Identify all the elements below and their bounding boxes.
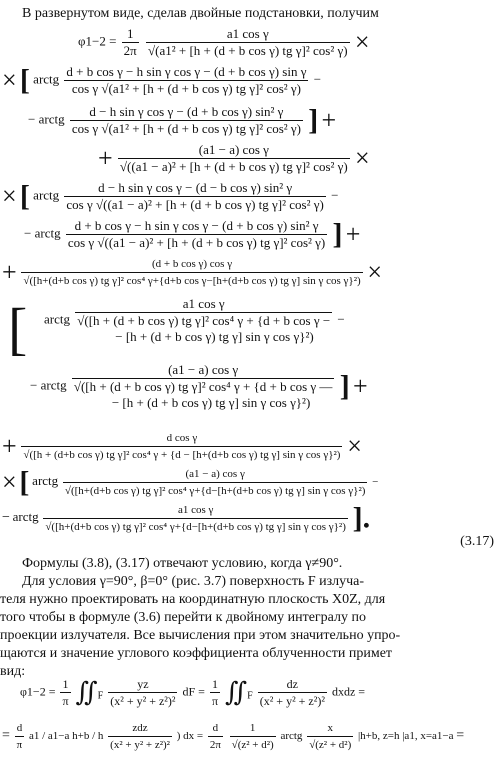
- denominator: π: [16, 739, 23, 751]
- integral-limits-inner: h+b / h: [72, 730, 104, 743]
- evaluation-bar-z: |h+b, z=h: [357, 730, 400, 743]
- plus-sign: +: [2, 257, 17, 287]
- minus-sign: −: [28, 111, 36, 127]
- fraction: [70, 104, 303, 137]
- denominator: (x² + y² + z²)²: [259, 694, 325, 708]
- numerator: d − h sin γ cos γ − (d − b cos γ) sin² γ: [64, 180, 325, 197]
- fraction: [108, 676, 177, 709]
- fraction: [21, 430, 342, 463]
- numerator: dz: [258, 676, 327, 693]
- arctg-label: arctg: [44, 311, 70, 327]
- denominator: (x² + y² + z²)²: [110, 739, 170, 751]
- fraction: [60, 676, 70, 709]
- fraction: [122, 26, 139, 59]
- numerator: d: [208, 720, 223, 737]
- integral-limits-outer: a1 / a1−a: [28, 730, 70, 743]
- numerator: d: [15, 720, 25, 737]
- times-sign: ×: [2, 467, 17, 497]
- dxdz-term: dxdz =: [331, 684, 366, 699]
- times-sign: ×: [354, 27, 370, 57]
- denominator: √(z² + d²): [309, 739, 352, 751]
- minus-sign: −: [30, 377, 38, 393]
- integral-domain: F: [97, 690, 104, 702]
- fraction: [230, 720, 276, 753]
- numerator: 1: [60, 676, 70, 693]
- numerator: (a1 − a) cos γ: [63, 466, 368, 483]
- fraction: [307, 720, 353, 753]
- fraction: [208, 720, 223, 753]
- fraction: [118, 142, 350, 175]
- fraction: [63, 466, 368, 499]
- bracket-open: [: [19, 465, 30, 499]
- fraction: [258, 676, 327, 709]
- times-sign: ×: [347, 431, 362, 461]
- numerator: zdz: [108, 720, 172, 737]
- denominator: √((a1 − a)² + [h + (d + b cos γ) tg γ]² cos² γ): [119, 159, 348, 174]
- denominator: cos γ √(a1² + [h + (d + b cos γ) tg γ]² cos² γ): [71, 121, 301, 136]
- arctg-label: arctg: [33, 71, 60, 87]
- fraction: [108, 720, 172, 753]
- arctg-label: arctg: [34, 225, 61, 241]
- numerator: d − h sin γ cos γ − (d + b cos γ) sin² γ: [70, 104, 303, 121]
- bracket-close: ]: [332, 217, 343, 251]
- fraction: [72, 362, 335, 411]
- minus-sign: −: [24, 225, 32, 241]
- numerator: (d + b cos γ) cos γ: [21, 256, 362, 273]
- numerator: (a1 − a) cos γ: [118, 142, 350, 159]
- plus-sign: +: [352, 371, 368, 401]
- fraction: [210, 676, 220, 709]
- eq-line-4: [98, 142, 500, 175]
- denominator-line-2: − [h + (d + b cos γ) tg γ] sin γ cos γ}²): [111, 395, 311, 410]
- fraction: [21, 256, 362, 289]
- numerator: d + b cos γ − h sin γ cos γ − (d + b cos γ) sin γ: [66, 64, 307, 79]
- denominator: √(z² + d²): [231, 739, 274, 751]
- fraction: [64, 64, 308, 97]
- equals: =: [456, 728, 465, 744]
- bracket-close-final: ].: [352, 501, 371, 535]
- minus-sign: −: [372, 476, 379, 489]
- bracket-close: ]: [339, 369, 350, 403]
- denominator: √([h+(d+b cos γ) tg γ]² cos⁴ γ+{d+b cos γ−[h+(d+b cos γ) tg γ] sin γ cos γ}²): [23, 275, 361, 287]
- denominator: cos γ √((a1 − a)² + [h + (d + b cos γ) tg γ]² cos² γ): [67, 235, 326, 250]
- eq-line-5: [2, 180, 500, 213]
- eq-line-12: [2, 502, 500, 535]
- numerator: x: [307, 720, 353, 737]
- numerator: (a1 − a) cos γ: [72, 362, 335, 379]
- fraction: [66, 218, 327, 251]
- paragraph-line: вид:: [0, 664, 26, 679]
- numerator: 1: [210, 676, 220, 693]
- numerator: a1 cos γ: [146, 26, 350, 43]
- denominator: π: [211, 694, 218, 708]
- numerator: yz: [108, 676, 177, 693]
- times-sign: ×: [355, 143, 370, 173]
- eq2-lhs: φ1−2 =: [20, 684, 56, 699]
- double-integral: ∬: [225, 677, 248, 707]
- arctg-label: arctg: [32, 473, 59, 489]
- minus-sign: −: [313, 71, 322, 87]
- denominator: (x² + y² + z²)²: [110, 694, 176, 708]
- plus-sign: +: [2, 431, 17, 461]
- minus-sign: −: [337, 311, 345, 327]
- eq-line-3: [28, 104, 500, 137]
- denominator-line-2: − [h + (d + b cos γ) tg γ] sin γ cos γ}²): [115, 329, 314, 344]
- paragraph-line: щаются и значение углового коэффициента облученности примет: [0, 646, 393, 661]
- fraction: [43, 502, 348, 535]
- arctg-label: arctg: [280, 730, 303, 743]
- times-sign: ×: [2, 181, 17, 211]
- paragraph-line: теля нужно проектировать на координатную плоскость X0Z, для: [0, 592, 386, 607]
- denominator-line-1: √([h + (d + b cos γ) tg γ]² cos⁴ γ + {d + b cos γ —: [73, 379, 333, 394]
- paragraph-line: того чтобы в формуле (3.6) перейти к двойному интегралу по: [0, 610, 366, 625]
- numerator: 1: [122, 26, 139, 43]
- dx-term: ) dx =: [176, 730, 204, 743]
- paragraph-line: Для условия γ=90°, β=0° (рис. 3.7) поверхность F излуча-: [22, 574, 365, 589]
- equals: =: [2, 728, 10, 744]
- fraction: [64, 180, 325, 213]
- denominator: cos γ √((a1 − a)² + [h + (d + b cos γ) tg γ]² cos² γ): [66, 197, 324, 212]
- intro-line: В развернутом виде, сделав двойные подстановки, получим: [22, 6, 379, 21]
- eq-line-7: [2, 256, 500, 289]
- eq-line-9: [30, 362, 500, 411]
- fraction: [75, 296, 332, 345]
- eq-line-6: [24, 218, 500, 251]
- denominator-line-1: √([h + (d + b cos γ) tg γ]² cos⁴ γ + {d + b cos γ −: [77, 313, 331, 328]
- arctg-label: arctg: [12, 509, 39, 525]
- eq-lhs: φ1−2 =: [78, 33, 117, 49]
- numerator: a1 cos γ: [75, 296, 332, 313]
- eq-line-2: [2, 64, 500, 97]
- denominator: √([h+(d+b cos γ) tg γ]² cos⁴ γ+{d−[h+(d+b cos γ) tg γ] sin γ cos γ}²): [45, 521, 346, 533]
- paragraph-condition: Формулы (3.8), (3.17) отвечают условию, когда γ≠90°.: [22, 556, 343, 571]
- denominator: π: [62, 694, 69, 708]
- integral-domain: F: [247, 690, 253, 702]
- double-integral: ∬: [75, 677, 98, 707]
- fraction: [15, 720, 25, 753]
- denominator: cos γ √(a1² + [h + (d + b cos γ) tg γ]² cos² γ): [71, 81, 301, 96]
- numerator: 1: [230, 720, 276, 737]
- arctg-label: arctg: [38, 111, 65, 127]
- numerator: d cos γ: [21, 430, 342, 447]
- bracket-open: [: [19, 63, 30, 97]
- denominator: √([h+(d+b cos γ) tg γ]² cos⁴ γ+{d−[h+(d+b cos γ) tg γ] sin γ cos γ}²): [64, 485, 366, 497]
- dF-term: dF =: [182, 684, 205, 699]
- evaluation-bar-x: |a1, x=a1−a: [402, 730, 454, 743]
- eq-line-8: [44, 296, 500, 345]
- minus-sign: −: [2, 510, 10, 526]
- eq2-line-2: [2, 720, 500, 753]
- plus-sign: +: [345, 219, 361, 249]
- times-sign: ×: [2, 65, 17, 95]
- fraction: [146, 26, 350, 59]
- eq-line-10: [2, 430, 500, 463]
- numerator: a1 cos γ: [43, 502, 348, 519]
- bracket-close: ]: [308, 103, 319, 137]
- minus-sign: −: [331, 187, 339, 203]
- times-sign: ×: [367, 257, 383, 287]
- plus-sign: +: [321, 105, 337, 135]
- denominator: √(a1² + [h + (d + b cos γ) tg γ]² cos² γ): [148, 43, 348, 58]
- arctg-label: arctg: [40, 377, 67, 393]
- eq-line-11: [2, 466, 500, 499]
- denominator: √([h + (d+b cos γ) tg γ]² cos⁴ γ + {d − [h+(d+b cos γ) tg γ] sin γ cos γ}²): [23, 449, 341, 461]
- paragraph-line: проекции излучателя. Все вычисления при этом значительно упро-: [0, 628, 401, 643]
- denominator: 2π: [209, 739, 221, 751]
- bracket-open: [: [19, 179, 30, 213]
- equation-number: (3.17): [460, 534, 494, 549]
- arctg-label: arctg: [33, 187, 60, 203]
- bracket-tall-open: [: [8, 296, 28, 361]
- numerator: d + b cos γ − h sin γ cos γ − (d + b cos γ) sin² γ: [66, 218, 327, 235]
- eq2-line-1: [20, 676, 500, 709]
- eq-line-1: [78, 26, 498, 59]
- plus-sign: +: [98, 143, 113, 173]
- denominator: 2π: [123, 43, 137, 58]
